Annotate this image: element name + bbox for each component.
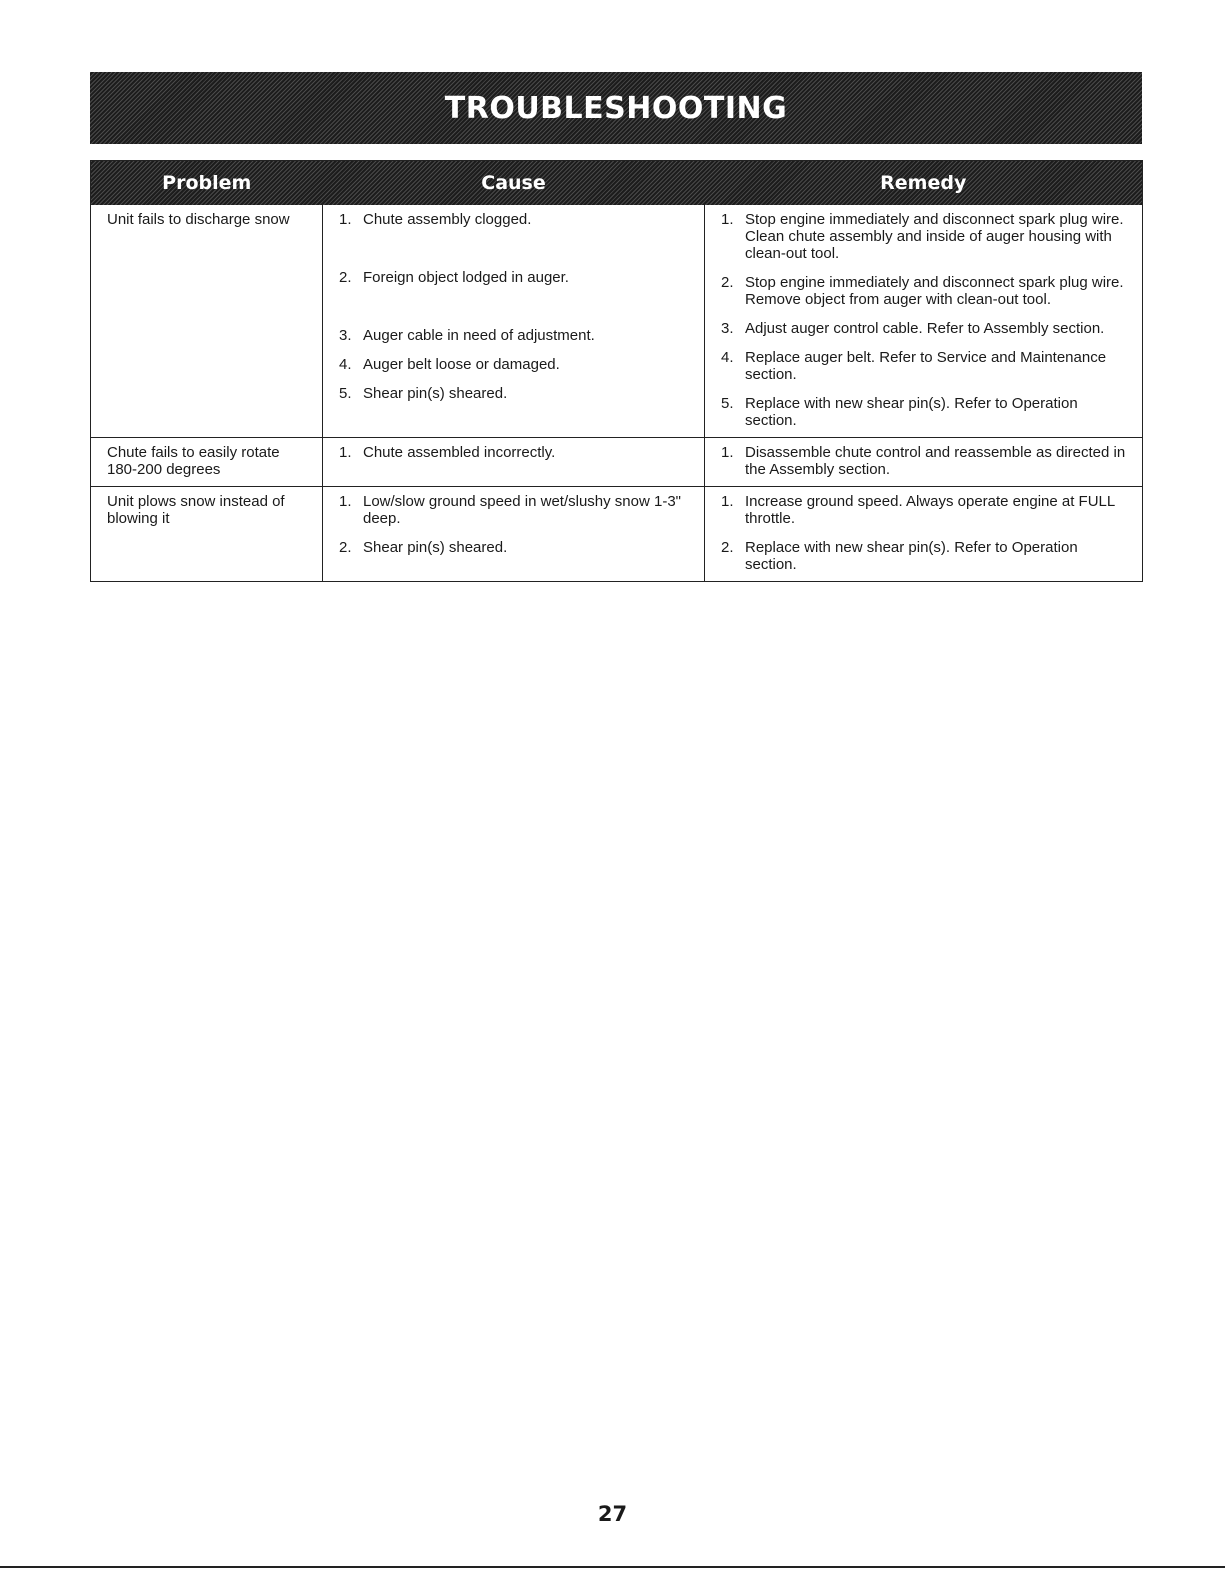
table-row	[91, 205, 1143, 438]
header-cause: Cause	[481, 172, 546, 194]
list-item: 1. Stop engine immediately and disconnect spark plug wire. Clean chute assembly and inside of auger housing with clean-out tool.	[721, 211, 1124, 262]
header-problem: Problem	[162, 172, 252, 194]
remedy-cell	[705, 487, 1143, 582]
list-item: 1. Chute assembly clogged.	[339, 211, 532, 228]
remedy-cell	[705, 438, 1143, 487]
list-item: 1. Disassemble chute control and reassemble as directed in the Assembly section.	[721, 444, 1126, 478]
cause-cell	[323, 487, 705, 582]
list-item: 1. Low/slow ground speed in wet/slushy snow 1-3" deep.	[339, 493, 681, 527]
list-item: 2. Foreign object lodged in auger.	[339, 269, 569, 286]
list-item: 5. Shear pin(s) sheared.	[339, 385, 508, 402]
remedy-list	[721, 211, 1132, 429]
list-item: 4. Replace auger belt. Refer to Service and Maintenance section.	[721, 349, 1107, 383]
list-item: 2. Stop engine immediately and disconnect spark plug wire. Remove object from auger with clean-out tool.	[721, 274, 1124, 308]
cause-list	[339, 444, 694, 461]
table-header-row	[91, 161, 1143, 206]
problem-text: Unit plows snow instead of blowing it	[107, 493, 285, 527]
list-item: 3. Adjust auger control cable. Refer to Assembly section.	[721, 320, 1105, 337]
list-item: 5. Replace with new shear pin(s). Refer to Operation section.	[721, 395, 1078, 429]
table-row	[91, 438, 1143, 487]
cause-cell	[323, 438, 705, 487]
list-item: 2. Shear pin(s) sheared.	[339, 539, 508, 556]
problem-text: Chute fails to easily rotate 180-200 degrees	[107, 444, 280, 478]
list-item: 3. Auger cable in need of adjustment.	[339, 327, 595, 344]
bottom-divider	[0, 1566, 1225, 1568]
page-title: TROUBLESHOOTING	[444, 90, 788, 126]
problem-cell	[91, 487, 323, 582]
list-item: 2. Replace with new shear pin(s). Refer to Operation section.	[721, 539, 1078, 573]
remedy-list	[721, 493, 1132, 573]
title-banner	[90, 72, 1142, 144]
cause-list	[339, 493, 694, 556]
list-item: 1. Chute assembled incorrectly.	[339, 444, 556, 461]
list-item: 4. Auger belt loose or damaged.	[339, 356, 560, 373]
troubleshooting-table	[90, 160, 1143, 582]
problem-cell	[91, 205, 323, 438]
cause-cell	[323, 205, 705, 438]
list-item: 1. Increase ground speed. Always operate engine at FULL throttle.	[721, 493, 1115, 527]
problem-text: Unit fails to discharge snow	[107, 211, 290, 228]
header-remedy: Remedy	[880, 172, 967, 194]
remedy-list	[721, 444, 1132, 478]
page-number: 27	[597, 1502, 628, 1526]
remedy-cell	[705, 205, 1143, 438]
table-row	[91, 487, 1143, 582]
cause-list	[339, 211, 694, 402]
problem-cell	[91, 438, 323, 487]
